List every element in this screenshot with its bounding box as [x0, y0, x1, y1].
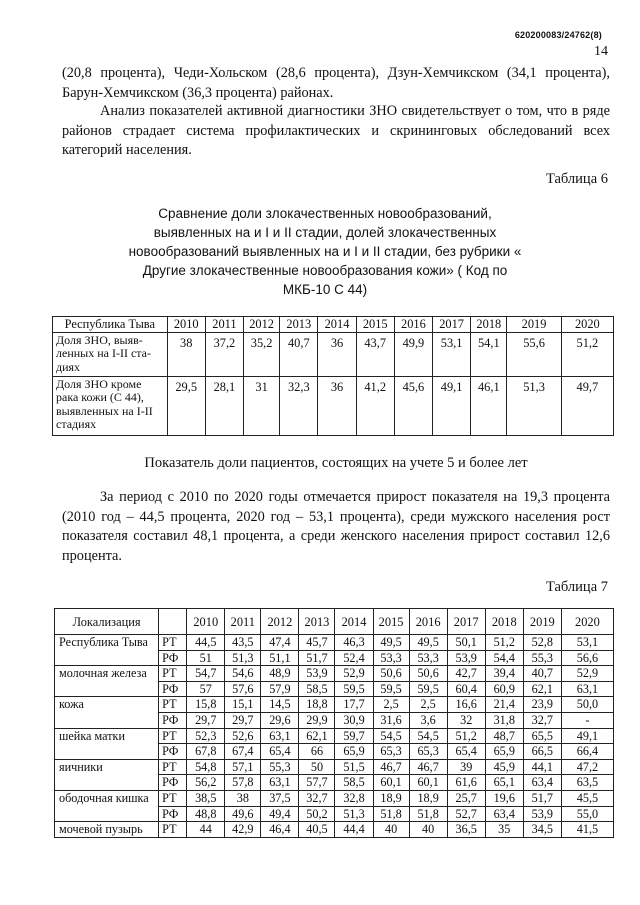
table-cell: 48,8	[187, 806, 225, 822]
table-cell: 58,5	[299, 681, 335, 697]
table-cell: 52,7	[447, 806, 485, 822]
table-cell: 57,7	[299, 775, 335, 791]
table-cell: 59,5	[409, 681, 447, 697]
table7-header-row	[55, 609, 614, 635]
table-cell: 53,9	[299, 666, 335, 682]
table-cell: 51,3	[225, 650, 261, 666]
table-cell: 15,1	[225, 697, 261, 713]
table-cell: 50,1	[447, 635, 485, 651]
table-cell: 51,8	[409, 806, 447, 822]
table-cell: 54,6	[225, 666, 261, 682]
table-cell: 49,9	[394, 333, 432, 377]
paragraph-diagnostics: Анализ показателей активной диагностики ЗНО свидетельствует о том, что в ряде районов страдает система профилактических и скрининговых обследований всех категорий населения.	[62, 103, 610, 158]
table-cell: 21,4	[485, 697, 523, 713]
table6-header-cell: 2020	[561, 317, 613, 333]
table-row	[55, 822, 614, 838]
table-cell: 65,1	[485, 775, 523, 791]
table-cell: 50	[299, 759, 335, 775]
table-cell: 49,4	[261, 806, 299, 822]
table-row	[55, 635, 614, 651]
table-cell: 43,7	[356, 333, 394, 377]
table7-header-cell: 2011	[225, 609, 261, 635]
table-cell: 51,7	[523, 790, 561, 806]
table6	[52, 316, 614, 436]
table-cell: 66	[299, 744, 335, 760]
table-cell: 54,1	[471, 333, 507, 377]
table-cell: 35,2	[244, 333, 280, 377]
table-cell: 55,6	[507, 333, 561, 377]
table-cell: 36	[318, 333, 356, 377]
table-cell: 37,2	[205, 333, 243, 377]
table7-header-cell: 2013	[299, 609, 335, 635]
table-cell: 36	[318, 377, 356, 436]
table-cell: 43,5	[225, 635, 261, 651]
table-cell: 52,4	[335, 650, 373, 666]
table-cell: 29,9	[299, 712, 335, 728]
table-cell: 49,5	[409, 635, 447, 651]
table7-header-cell: Локализация	[55, 609, 159, 635]
table-cell: 59,7	[335, 728, 373, 744]
table-row	[55, 790, 614, 806]
table-cell: 57,8	[225, 775, 261, 791]
table-cell: 39,4	[485, 666, 523, 682]
table-cell: 49,7	[561, 377, 613, 436]
table-cell: 40,5	[299, 822, 335, 838]
table-cell: 49,5	[373, 635, 409, 651]
location-cell: шейка матки	[55, 728, 159, 759]
table6-header-cell: 2018	[471, 317, 507, 333]
table-cell: 32,3	[280, 377, 318, 436]
table-cell: 36,5	[447, 822, 485, 838]
table-cell: 40	[373, 822, 409, 838]
table-cell: 3,6	[409, 712, 447, 728]
table-cell: 63,4	[523, 775, 561, 791]
location-cell: яичники	[55, 759, 159, 790]
table-cell: 46,7	[373, 759, 409, 775]
section-heading: Показатель доли пациентов, состоящих на учете 5 и более лет	[144, 455, 528, 471]
table-cell: 65,5	[523, 728, 561, 744]
table-cell: 54,7	[187, 666, 225, 682]
table-row	[55, 697, 614, 713]
table-cell: 32,8	[335, 790, 373, 806]
region-type-cell: РТ	[159, 790, 187, 806]
table-row	[55, 728, 614, 744]
page-number: 14	[594, 44, 608, 59]
table-cell: 51,2	[447, 728, 485, 744]
region-type-cell: РФ	[159, 712, 187, 728]
table-cell: 46,7	[409, 759, 447, 775]
table-cell: 38	[225, 790, 261, 806]
table7-header-cell: 2020	[561, 609, 613, 635]
table6-header-cell: 2012	[244, 317, 280, 333]
table-cell: 28,1	[205, 377, 243, 436]
table6-header-cell: 2014	[318, 317, 356, 333]
table-cell: 59,5	[335, 681, 373, 697]
table-cell: 47,4	[261, 635, 299, 651]
table-cell: 35	[485, 822, 523, 838]
table6-header-cell: 2013	[280, 317, 318, 333]
table-cell: 45,5	[561, 790, 613, 806]
table6-header-cell: 2016	[394, 317, 432, 333]
table-cell: 23,9	[523, 697, 561, 713]
table6-label: Таблица 6	[545, 171, 608, 187]
table-cell: 66,5	[523, 744, 561, 760]
location-cell: кожа	[55, 697, 159, 728]
table-cell: 67,8	[187, 744, 225, 760]
table-cell: 40	[409, 822, 447, 838]
table-cell: 40,7	[280, 333, 318, 377]
table-cell: 51,1	[261, 650, 299, 666]
table-cell: 50,6	[409, 666, 447, 682]
location-cell: молочная железа	[55, 666, 159, 697]
table-cell: 56,2	[187, 775, 225, 791]
table-cell: 53,1	[433, 333, 471, 377]
table-cell: 31	[244, 377, 280, 436]
table-cell: 51,7	[299, 650, 335, 666]
table-cell: 38	[167, 333, 205, 377]
table-cell: 55,3	[523, 650, 561, 666]
table-cell: 61,6	[447, 775, 485, 791]
table7-header-cell	[159, 609, 187, 635]
document-id: 620200083/24762(8)	[514, 30, 602, 40]
table-cell: 29,7	[187, 712, 225, 728]
table-cell: 62,1	[523, 681, 561, 697]
table-cell: 30,9	[335, 712, 373, 728]
table-cell: 45,9	[485, 759, 523, 775]
region-type-cell: РТ	[159, 666, 187, 682]
table-row	[53, 377, 614, 436]
table-cell: 57,6	[225, 681, 261, 697]
table-cell: 57	[187, 681, 225, 697]
table-cell: 54,4	[485, 650, 523, 666]
table-cell: 51	[187, 650, 225, 666]
table-cell: 63,5	[561, 775, 613, 791]
region-type-cell: РТ	[159, 635, 187, 651]
table-cell: 31,6	[373, 712, 409, 728]
table-cell: 49,1	[561, 728, 613, 744]
table-cell: 55,0	[561, 806, 613, 822]
table-cell: 60,1	[373, 775, 409, 791]
location-cell: мочевой пузырь	[55, 822, 159, 838]
table7-header-cell: 2010	[187, 609, 225, 635]
table-cell: 53,9	[447, 650, 485, 666]
table-cell: 51,5	[335, 759, 373, 775]
table7-header-cell: 2014	[335, 609, 373, 635]
table-cell: 58,5	[335, 775, 373, 791]
table7-header-cell: 2018	[485, 609, 523, 635]
table6-title: Сравнение доли злокачественных новообразований, выявленных на и I и II стадии, долей злокачественных новообразований выявленных на и I и II стадии, без рубрики « Другие злокачественные новообразования кожи» ( Код по МКБ-10 С 44)	[128, 206, 522, 297]
table-cell: 32,7	[523, 712, 561, 728]
region-type-cell: РФ	[159, 775, 187, 791]
table-cell: 52,3	[187, 728, 225, 744]
table6-header-row	[53, 317, 614, 333]
table7-body	[55, 635, 614, 838]
table-cell: 53,1	[561, 635, 613, 651]
location-cell: Республика Тыва	[55, 635, 159, 666]
table-cell: 44,4	[335, 822, 373, 838]
table-cell: 60,4	[447, 681, 485, 697]
table-cell: 39	[447, 759, 485, 775]
table6-header-cell: 2010	[167, 317, 205, 333]
table-cell: 25,7	[447, 790, 485, 806]
table-cell: 41,2	[356, 377, 394, 436]
table-cell: 47,2	[561, 759, 613, 775]
table-cell: 18,9	[409, 790, 447, 806]
row-label: Доля ЗНО, выяв-ленных на I-II ста-диях	[53, 333, 168, 377]
table-cell: 38,5	[187, 790, 225, 806]
table-cell: 41,5	[561, 822, 613, 838]
table-cell: 16,6	[447, 697, 485, 713]
table6-header-cell: 2019	[507, 317, 561, 333]
table-cell: 18,8	[299, 697, 335, 713]
table7-label: Таблица 7	[545, 579, 608, 595]
table-cell: 66,4	[561, 744, 613, 760]
table-cell: 59,5	[373, 681, 409, 697]
table-cell: 55,3	[261, 759, 299, 775]
table-cell: 49,6	[225, 806, 261, 822]
table7-header-cell: 2019	[523, 609, 561, 635]
table-cell: 65,9	[335, 744, 373, 760]
table-cell: 65,9	[485, 744, 523, 760]
table-cell: 42,9	[225, 822, 261, 838]
table-cell: 45,6	[394, 377, 432, 436]
table6-header-cell: 2011	[205, 317, 243, 333]
table6-header-cell: 2015	[356, 317, 394, 333]
row-label: Доля ЗНО кроме рака кожи (С 44), выявленных на I-II стадиях	[53, 377, 168, 436]
table6-header-cell: Республика Тыва	[53, 317, 168, 333]
region-type-cell: РФ	[159, 681, 187, 697]
table-cell: 46,1	[471, 377, 507, 436]
table7	[54, 608, 614, 838]
table-cell: 50,2	[299, 806, 335, 822]
table-cell: 29,6	[261, 712, 299, 728]
table7-header-cell: 2012	[261, 609, 299, 635]
table-cell: 54,5	[373, 728, 409, 744]
table-cell: 65,4	[447, 744, 485, 760]
table6-header-cell: 2017	[433, 317, 471, 333]
table-cell: 52,6	[225, 728, 261, 744]
table-cell: 45,7	[299, 635, 335, 651]
table-cell: 54,5	[409, 728, 447, 744]
table-cell: 44,1	[523, 759, 561, 775]
table-cell: 31,8	[485, 712, 523, 728]
table-cell: 34,5	[523, 822, 561, 838]
table-cell: 2,5	[373, 697, 409, 713]
table-cell: 65,3	[373, 744, 409, 760]
table-cell: 48,7	[485, 728, 523, 744]
table-cell: 65,3	[409, 744, 447, 760]
table-cell: 51,3	[335, 806, 373, 822]
table-cell: 48,9	[261, 666, 299, 682]
region-type-cell: РТ	[159, 822, 187, 838]
table-cell: 14,5	[261, 697, 299, 713]
table-cell: 67,4	[225, 744, 261, 760]
table-cell: 51,2	[561, 333, 613, 377]
table-cell: 40,7	[523, 666, 561, 682]
table-cell: 60,9	[485, 681, 523, 697]
table-cell: 51,8	[373, 806, 409, 822]
table-cell: 29,7	[225, 712, 261, 728]
table-cell: 52,8	[523, 635, 561, 651]
table-cell: 15,8	[187, 697, 225, 713]
table-cell: 51,3	[507, 377, 561, 436]
table-cell: 65,4	[261, 744, 299, 760]
table-cell: 29,5	[167, 377, 205, 436]
table-cell: 51,2	[485, 635, 523, 651]
table-cell: 63,1	[261, 775, 299, 791]
table-cell: 2,5	[409, 697, 447, 713]
table-cell: 56,6	[561, 650, 613, 666]
table-cell: 53,3	[409, 650, 447, 666]
table-cell: 60,1	[409, 775, 447, 791]
table-cell: 57,9	[261, 681, 299, 697]
table-cell: 37,5	[261, 790, 299, 806]
table-cell: 54,8	[187, 759, 225, 775]
table-cell: 53,9	[523, 806, 561, 822]
location-cell: ободочная кишка	[55, 790, 159, 821]
table7-header-cell: 2016	[409, 609, 447, 635]
table7-header-cell: 2015	[373, 609, 409, 635]
table-cell: 46,3	[335, 635, 373, 651]
table-cell: 42,7	[447, 666, 485, 682]
region-type-cell: РТ	[159, 728, 187, 744]
table-cell: 44	[187, 822, 225, 838]
table-cell: 46,4	[261, 822, 299, 838]
paragraph-growth: За период с 2010 по 2020 годы отмечается прирост показателя на 19,3 процента (2010 год – 44,5 процента, 2020 год – 53,1 процента), среди мужского населения рост показателя составил 48,1 процента, а среди женского населения прирост составил 12,6 процента.	[62, 489, 610, 564]
table-cell: 32	[447, 712, 485, 728]
table-cell: 17,7	[335, 697, 373, 713]
table-cell: 63,1	[261, 728, 299, 744]
table-row	[55, 666, 614, 682]
region-type-cell: РТ	[159, 697, 187, 713]
region-type-cell: РФ	[159, 744, 187, 760]
table-row	[53, 333, 614, 377]
table-cell: 52,9	[561, 666, 613, 682]
table-cell: 53,3	[373, 650, 409, 666]
table7-header-cell: 2017	[447, 609, 485, 635]
table-cell: 19,6	[485, 790, 523, 806]
table-cell: 62,1	[299, 728, 335, 744]
table-cell: 49,1	[433, 377, 471, 436]
region-type-cell: РФ	[159, 806, 187, 822]
table-cell: 18,9	[373, 790, 409, 806]
table-cell: 52,9	[335, 666, 373, 682]
table-cell: 63,4	[485, 806, 523, 822]
table-cell: 44,5	[187, 635, 225, 651]
table-cell: 50,0	[561, 697, 613, 713]
table-cell: -	[561, 712, 613, 728]
table-cell: 57,1	[225, 759, 261, 775]
region-type-cell: РФ	[159, 650, 187, 666]
table-cell: 50,6	[373, 666, 409, 682]
table-cell: 63,1	[561, 681, 613, 697]
table-row	[55, 759, 614, 775]
region-type-cell: РТ	[159, 759, 187, 775]
paragraph-continuation: (20,8 процента), Чеди-Хольском (28,6 процента), Дзун-Хемчикском (34,1 процента), Барун-Хемчикском (36,3 процента) районах.	[62, 65, 610, 101]
table-cell: 32,7	[299, 790, 335, 806]
